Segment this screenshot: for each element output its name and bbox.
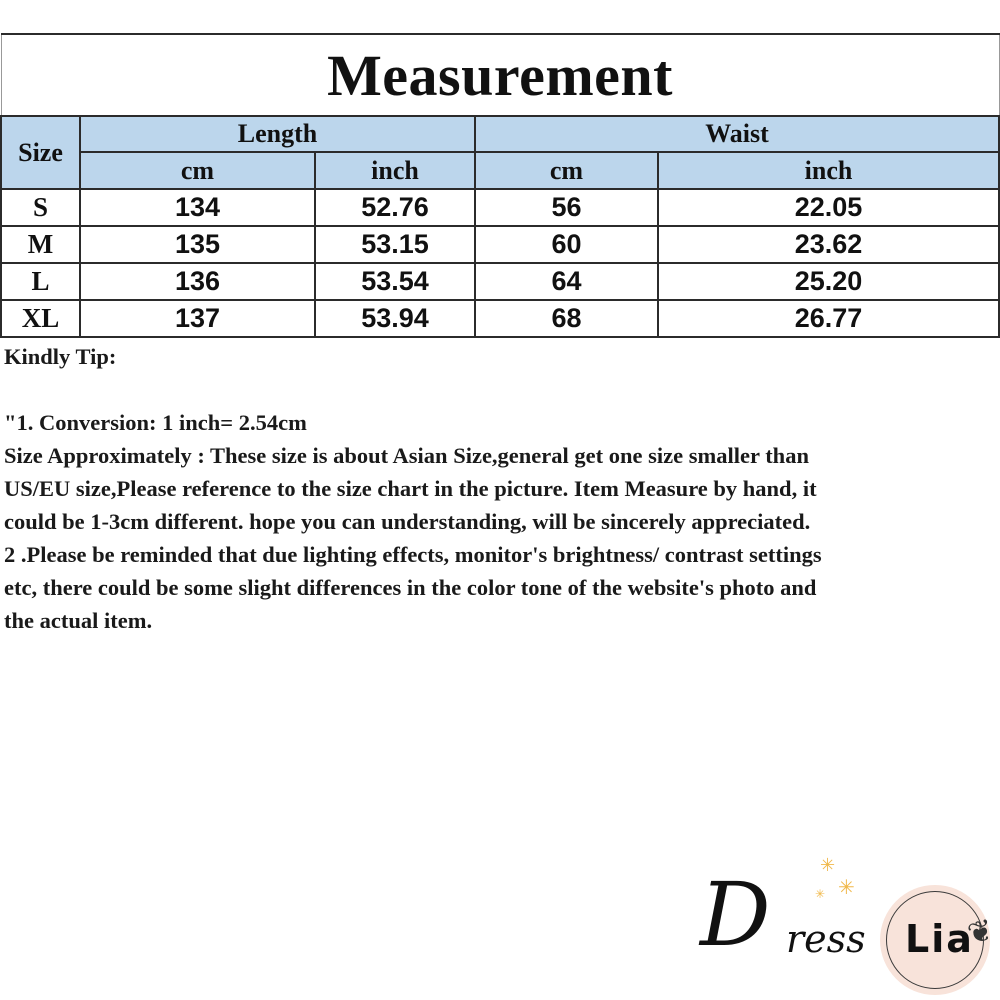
length-cm-cell: 135 [80,226,315,263]
length-cm-cell: 137 [80,300,315,337]
waist-cm-cell: 68 [475,300,658,337]
size-cell: M [1,226,80,263]
length-inch-cell: 52.76 [315,189,475,226]
length-cm-cell: 136 [80,263,315,300]
length-inch-cell: 53.54 [315,263,475,300]
dresslia-logo [700,855,1000,1000]
logo-bold-text: Lia [905,917,974,961]
waist-cm-cell: 64 [475,263,658,300]
measurement-table [0,33,1000,338]
table-row [1,189,999,226]
sparkle-icon: ✳ [820,855,836,875]
tip-line: the actual item. [4,608,153,633]
size-cell: XL [1,300,80,337]
waist-inch-cell: 22.05 [658,189,999,226]
tip-line: US/EU size,Please reference to the size chart in the picture. Item Measure by hand, it [4,476,817,501]
kindly-tips [4,340,994,637]
waist-group-header: Waist [475,116,999,152]
tip-line: 2 .Please be reminded that due lighting effects, monitor's brightness/ contrast settings [4,542,822,567]
table-title: Measurement [1,34,999,116]
waist-cm-cell: 56 [475,189,658,226]
waist-inch-cell: 26.77 [658,300,999,337]
size-column-header: Size [1,116,80,189]
length-cm-cell: 134 [80,189,315,226]
waist-inch-cell: 25.20 [658,263,999,300]
length-inch-cell: 53.94 [315,300,475,337]
table-row [1,226,999,263]
length-inch-cell: 53.15 [315,226,475,263]
leaf-icon: ❦ [964,913,997,952]
tip-line: could be 1-3cm different. hope you can understanding, will be sincerely appreciated. [4,509,811,534]
waist-cm-header: cm [475,152,658,189]
waist-inch-header: inch [658,152,999,189]
sparkle-icon: ✳ [838,877,855,899]
logo-script-initial: D [700,863,771,966]
sparkle-icon: ✳ [815,887,826,901]
length-group-header: Length [80,116,475,152]
table-row [1,263,999,300]
length-inch-header: inch [315,152,475,189]
logo-script-text: ress [786,917,866,961]
waist-cm-cell: 60 [475,226,658,263]
tip-line: "1. Conversion: 1 inch= 2.54cm [4,410,307,435]
table-row [1,300,999,337]
tip-line: etc, there could be some slight differences in the color tone of the website's photo and [4,575,817,600]
size-cell: S [1,189,80,226]
waist-inch-cell: 23.62 [658,226,999,263]
size-cell: L [1,263,80,300]
tips-heading: Kindly Tip: [4,344,117,369]
length-cm-header: cm [80,152,315,189]
tip-line: Size Approximately : These size is about Asian Size,general get one size smaller than [4,443,809,468]
